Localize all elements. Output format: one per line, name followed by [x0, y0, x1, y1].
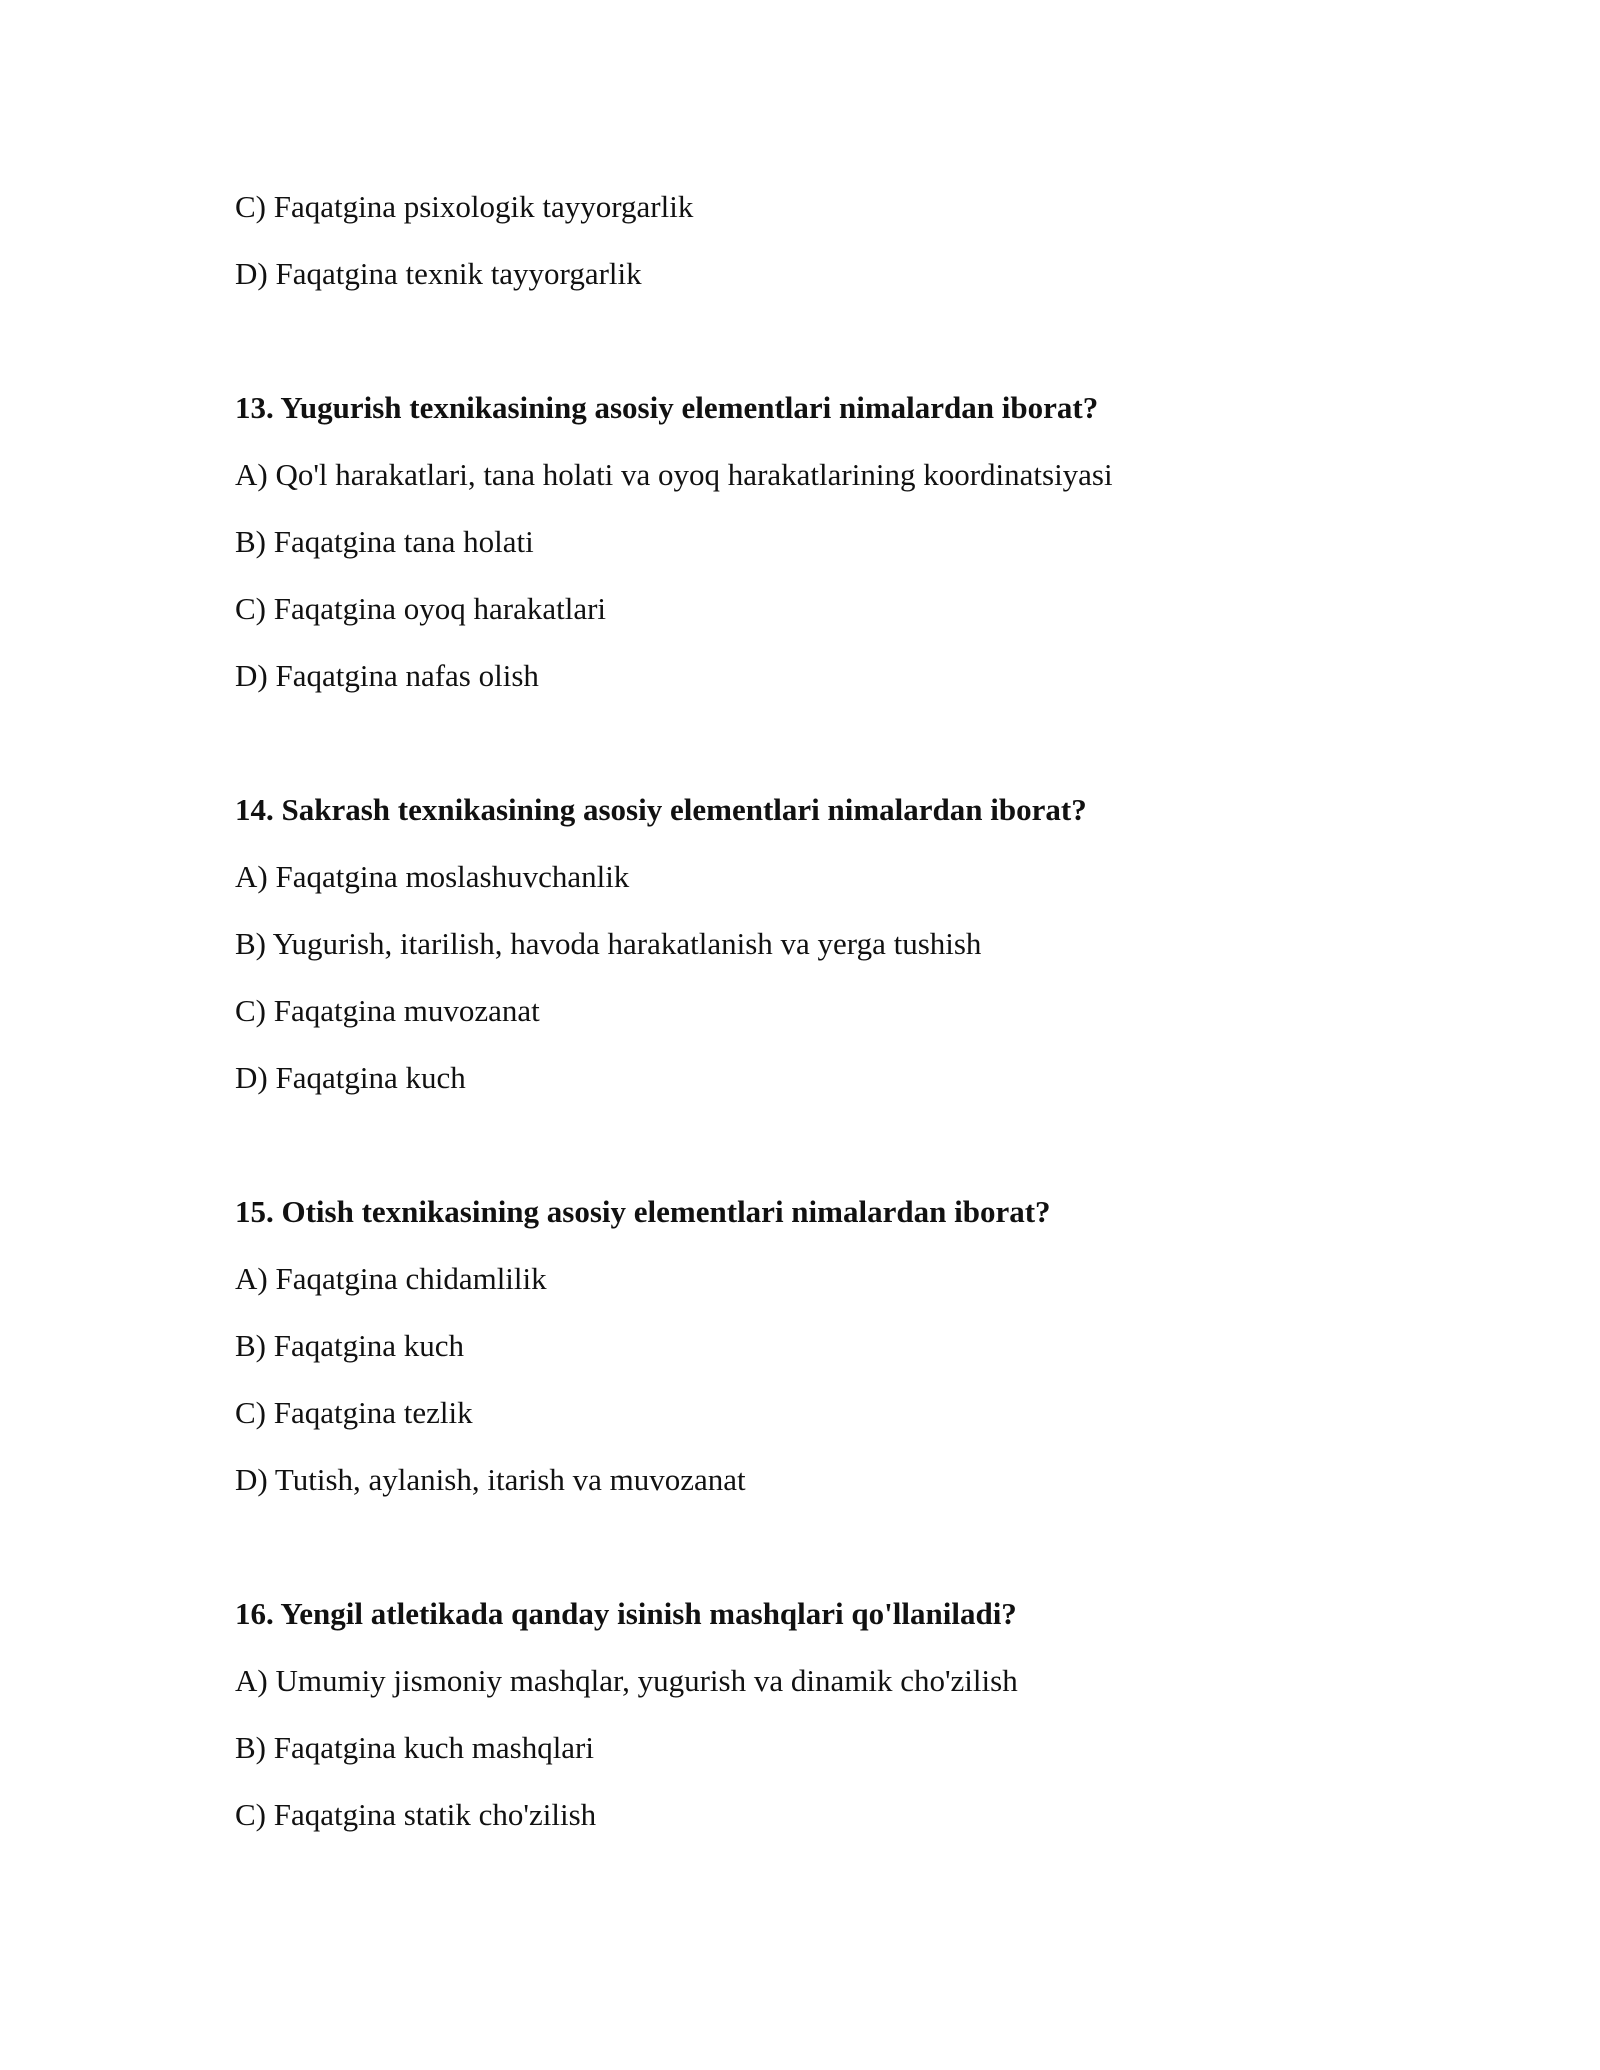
answer-option: D) Faqatgina kuch [235, 1060, 466, 1095]
question-13-heading: 13. Yugurish texnikasining asosiy elementlari nimalardan iborat? [235, 390, 1099, 425]
answer-option: D) Tutish, aylanish, itarish va muvozanat [235, 1462, 746, 1497]
answer-option: A) Umumiy jismoniy mashqlar, yugurish va dinamik cho'zilish [235, 1663, 1018, 1698]
answer-option: C) Faqatgina psixologik tayyorgarlik [235, 189, 694, 224]
answer-option: A) Qo'l harakatlari, tana holati va oyoq harakatlarining koordinatsiyasi [235, 457, 1113, 492]
answer-option: C) Faqatgina oyoq harakatlari [235, 591, 607, 626]
answer-option: A) Faqatgina moslashuvchanlik [235, 859, 630, 894]
question-14-heading: 14. Sakrash texnikasining asosiy elementlari nimalardan iborat? [235, 792, 1087, 827]
answer-option: A) Faqatgina chidamlilik [235, 1261, 547, 1296]
answer-option: C) Faqatgina tezlik [235, 1395, 473, 1430]
answer-option: B) Faqatgina kuch [235, 1328, 465, 1363]
answer-option: D) Faqatgina nafas olish [235, 658, 539, 693]
question-15-heading: 15. Otish texnikasining asosiy elementlari nimalardan iborat? [235, 1194, 1051, 1229]
answer-option: C) Faqatgina statik cho'zilish [235, 1797, 597, 1832]
answer-option: B) Faqatgina kuch mashqlari [235, 1730, 594, 1765]
answer-option: B) Yugurish, itarilish, havoda harakatlanish va yerga tushish [235, 926, 982, 961]
question-16-heading: 16. Yengil atletikada qanday isinish mashqlari qo'llaniladi? [235, 1596, 1017, 1631]
answer-option: C) Faqatgina muvozanat [235, 993, 540, 1028]
answer-option: B) Faqatgina tana holati [235, 524, 534, 559]
answer-option: D) Faqatgina texnik tayyorgarlik [235, 256, 642, 291]
